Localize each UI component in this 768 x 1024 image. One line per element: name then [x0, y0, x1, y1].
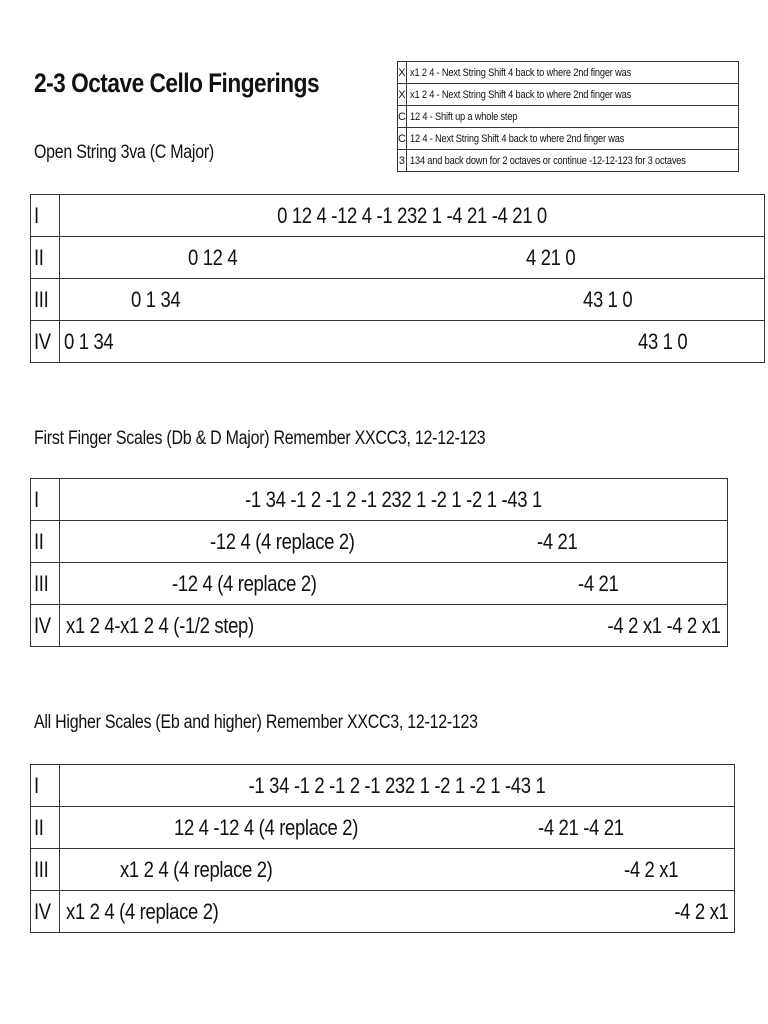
table-row [31, 279, 765, 321]
fingering-descending: 43 1 0 [638, 329, 688, 354]
string-number: II [34, 814, 44, 840]
legend-table [397, 61, 739, 172]
table-row [31, 605, 728, 647]
section-heading-first-finger: First Finger Scales (Db & D Major) Remember XXCC3, 12-12-123 [34, 428, 486, 449]
string-number: III [34, 286, 49, 312]
legend-text: 134 and back down for 2 octaves or continue -12-12-123 for 3 octaves [409, 154, 686, 167]
string-number: I [34, 772, 39, 798]
fingering-descending: -4 21 [537, 529, 578, 554]
fingering-center: -1 34 -1 2 -1 2 -1 232 1 -2 1 -2 1 -43 1 [245, 487, 542, 512]
table-row [31, 237, 765, 279]
fingering-ascending: 0 1 34 [64, 329, 114, 354]
fingering-table-higher-scales [30, 764, 735, 933]
fingering-descending: -4 2 x1 [673, 899, 728, 924]
legend-key: X [398, 84, 407, 106]
table-row [31, 563, 728, 605]
fingering-descending: -4 21 -4 21 [538, 815, 624, 840]
legend-text: x1 2 4 - Next String Shift 4 back to where 2nd finger was [409, 88, 631, 101]
legend-text: 12 4 - Shift up a whole step [409, 110, 518, 123]
string-number: III [34, 570, 49, 596]
string-number: II [34, 244, 44, 270]
section-heading-open-string: Open String 3va (C Major) [34, 142, 214, 163]
legend-key: C [398, 106, 407, 128]
fingering-ascending: -12 4 (4 replace 2) [210, 529, 355, 554]
string-number: IV [34, 898, 51, 924]
fingering-table-open-string [30, 194, 765, 363]
legend-row [398, 128, 739, 150]
table-row [31, 521, 728, 563]
fingering-ascending: x1 2 4 (4 replace 2) [66, 899, 219, 924]
fingering-center: -1 34 -1 2 -1 2 -1 232 1 -2 1 -2 1 -43 1 [248, 773, 546, 798]
fingering-table-first-finger [30, 478, 728, 647]
legend-text: x1 2 4 - Next String Shift 4 back to where 2nd finger was [409, 66, 631, 79]
string-number: IV [34, 328, 51, 354]
string-number: I [34, 486, 39, 512]
fingering-ascending: 12 4 -12 4 (4 replace 2) [174, 815, 359, 840]
table-row [31, 195, 765, 237]
table-row [31, 891, 735, 933]
legend-row [398, 106, 739, 128]
table-row [31, 479, 728, 521]
string-number: IV [34, 612, 51, 638]
fingering-ascending: -12 4 (4 replace 2) [172, 571, 317, 596]
fingering-descending: 4 21 0 [526, 245, 576, 270]
fingering-descending: -4 2 x1 -4 2 x1 [607, 613, 721, 638]
legend-text: 12 4 - Next String Shift 4 back to where 2nd finger was [409, 132, 625, 145]
legend-row [398, 150, 739, 172]
section-heading-higher-scales: All Higher Scales (Eb and higher) Remember XXCC3, 12-12-123 [34, 712, 478, 733]
legend-row [398, 62, 739, 84]
string-number: II [34, 528, 44, 554]
table-row [31, 849, 735, 891]
string-number: I [34, 202, 39, 228]
fingering-descending: -4 21 [578, 571, 619, 596]
fingering-descending: -4 2 x1 [624, 857, 679, 882]
string-number: III [34, 856, 49, 882]
page-title: 2-3 Octave Cello Fingerings [34, 68, 320, 98]
fingering-ascending: x1 2 4-x1 2 4 (-1/2 step) [66, 613, 254, 638]
legend-row [398, 84, 739, 106]
fingering-center: 0 12 4 -12 4 -1 232 1 -4 21 -4 21 0 [277, 203, 547, 228]
fingering-descending: 43 1 0 [583, 287, 633, 312]
legend-key: X [398, 62, 407, 84]
table-row [31, 765, 735, 807]
fingering-ascending: x1 2 4 (4 replace 2) [120, 857, 273, 882]
legend-key: 3 [398, 150, 407, 172]
table-row [31, 321, 765, 363]
fingering-ascending: 0 12 4 [188, 245, 238, 270]
fingering-ascending: 0 1 34 [131, 287, 181, 312]
legend-key: C [398, 128, 407, 150]
table-row [31, 807, 735, 849]
